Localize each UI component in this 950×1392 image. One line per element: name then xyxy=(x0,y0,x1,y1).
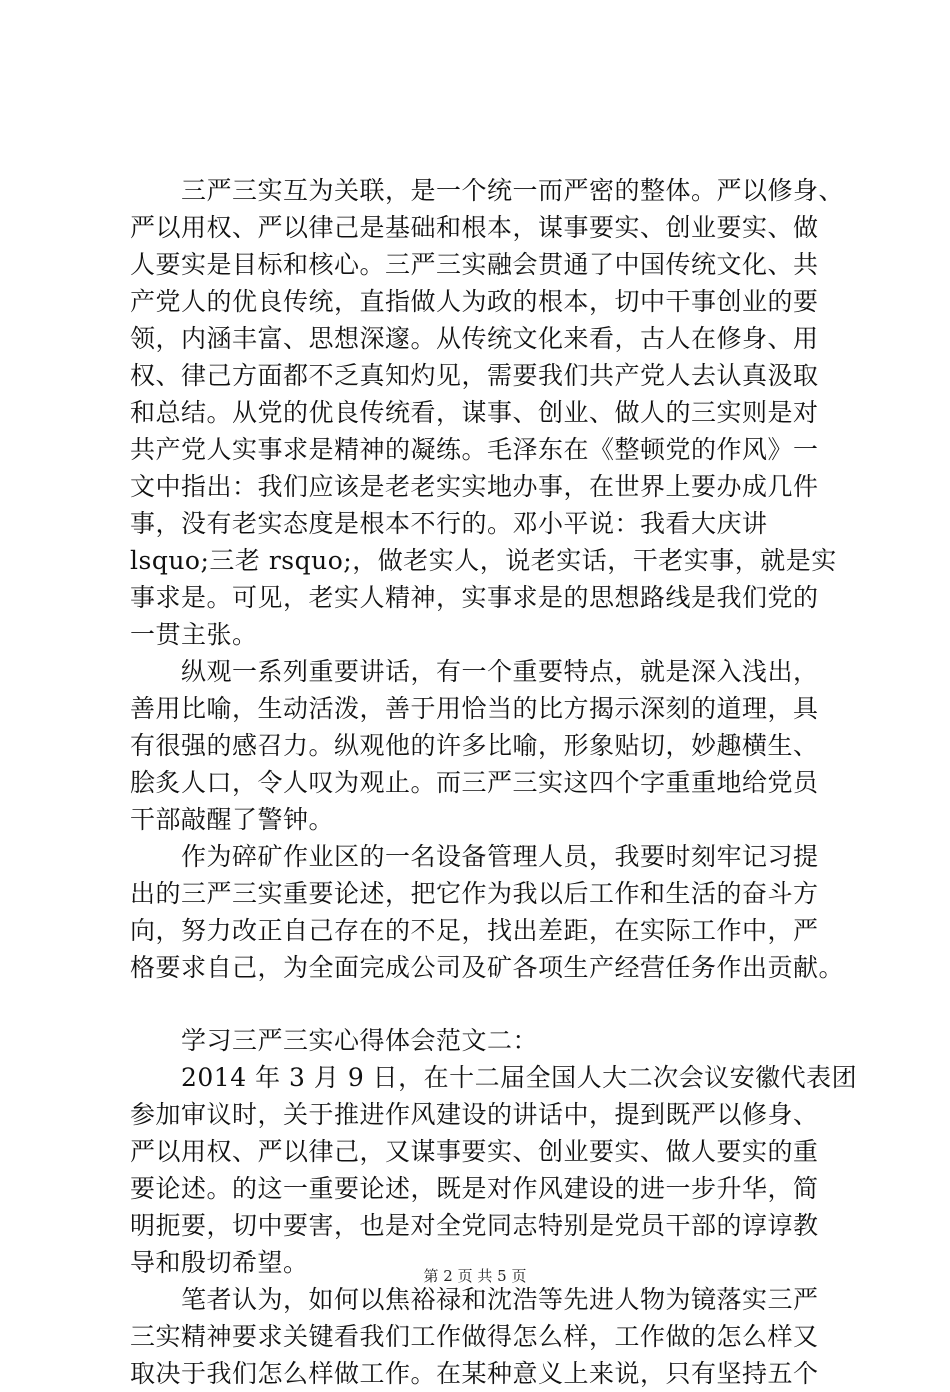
page-footer xyxy=(0,1266,950,1286)
text-line: 善用比喻，生动活泼，善于用恰当的比方揭示深刻的道理，具 xyxy=(130,694,819,723)
text-line: 纵观一系列重要讲话，有一个重要特点，就是深入浅出， xyxy=(130,657,819,686)
page-number: 第 2 页 共 5 页 xyxy=(423,1267,527,1285)
text-line: 严以用权、严以律己，又谋事要实、创业要实、做人要实的重 xyxy=(130,1137,819,1166)
paragraph-3 xyxy=(130,838,845,986)
text-line: 严以用权、严以律己是基础和根本，谋事要实、创业要实、做 xyxy=(130,213,819,242)
text-line: lsquo;三老 rsquo;，做老实人，说老实话，干老实事，就是实 xyxy=(130,546,837,575)
text-line: 脍炙人口，令人叹为观止。而三严三实这四个字重重地给党员 xyxy=(130,768,819,797)
text-line: 三实精神要求关键看我们工作做得怎么样，工作做的怎么样又 xyxy=(130,1322,819,1351)
document-body xyxy=(130,172,858,1392)
text-line: 一贯主张。 xyxy=(130,620,258,649)
text-line: 文中指出：我们应该是老老实实地办事，在世界上要办成几件 xyxy=(130,472,819,501)
text-line: 和总结。从党的优良传统看，谋事、创业、做人的三实则是对 xyxy=(130,398,819,427)
heading-line: 学习三严三实心得体会范文二： xyxy=(130,1026,539,1055)
text-line: 产党人的优良传统，直指做人为政的根本，切中干事创业的要 xyxy=(130,287,819,316)
paragraph-6 xyxy=(130,1281,830,1392)
text-line: 人要实是目标和核心。三严三实融会贯通了中国传统文化、共 xyxy=(130,250,819,279)
text-line: 向，努力改正自己存在的不足，找出差距，在实际工作中，严 xyxy=(130,916,819,945)
paragraph-1 xyxy=(130,172,845,653)
paragraph-spacer xyxy=(130,986,830,1022)
text-line: 领，内涵丰富、思想深邃。从传统文化来看，古人在修身、用 xyxy=(130,324,819,353)
text-line: 出的三严三实重要论述，把它作为我以后工作和生活的奋斗方 xyxy=(130,879,819,908)
text-line: 干部敲醒了警钟。 xyxy=(130,805,335,834)
text-line: 三严三实互为关联，是一个统一而严密的整体。严以修身、 xyxy=(130,176,845,205)
text-line: 事，没有老实态度是根本不行的。邓小平说：我看大庆讲 xyxy=(130,509,768,538)
text-line: 格要求自己，为全面完成公司及矿各项生产经营任务作出贡献。 xyxy=(130,953,845,982)
section-heading xyxy=(130,1022,830,1059)
text-line: 共产党人实事求是精神的凝练。毛泽东在《整顿党的作风》一 xyxy=(130,435,819,464)
text-line: 2014 年 3 月 9 日，在十二届全国人大二次会议安徽代表团 xyxy=(130,1063,858,1092)
text-line: 有很强的感召力。纵观他的许多比喻，形象贴切，妙趣横生、 xyxy=(130,731,819,760)
text-line: 作为碎矿作业区的一名设备管理人员，我要时刻牢记习提 xyxy=(130,842,819,871)
text-line: 导和殷切希望。 xyxy=(130,1248,309,1277)
paragraph-2 xyxy=(130,653,830,838)
text-line: 笔者认为，如何以焦裕禄和沈浩等先进人物为镜落实三严 xyxy=(130,1285,819,1314)
text-line: 参加审议时，关于推进作风建设的讲话中，提到既严以修身、 xyxy=(130,1100,819,1129)
text-line: 事求是。可见，老实人精神，实事求是的思想路线是我们党的 xyxy=(130,583,819,612)
text-line: 明扼要，切中要害，也是对全党同志特别是党员干部的谆谆教 xyxy=(130,1211,819,1240)
text-line: 要论述。的这一重要论述，既是对作风建设的进一步升华，简 xyxy=(130,1174,819,1203)
paragraph-5 xyxy=(130,1059,858,1281)
text-line: 权、律己方面都不乏真知灼见，需要我们共产党人去认真汲取 xyxy=(130,361,819,390)
text-line: 取决于我们怎么样做工作。在某种意义上来说，只有坚持五个 xyxy=(130,1359,819,1388)
